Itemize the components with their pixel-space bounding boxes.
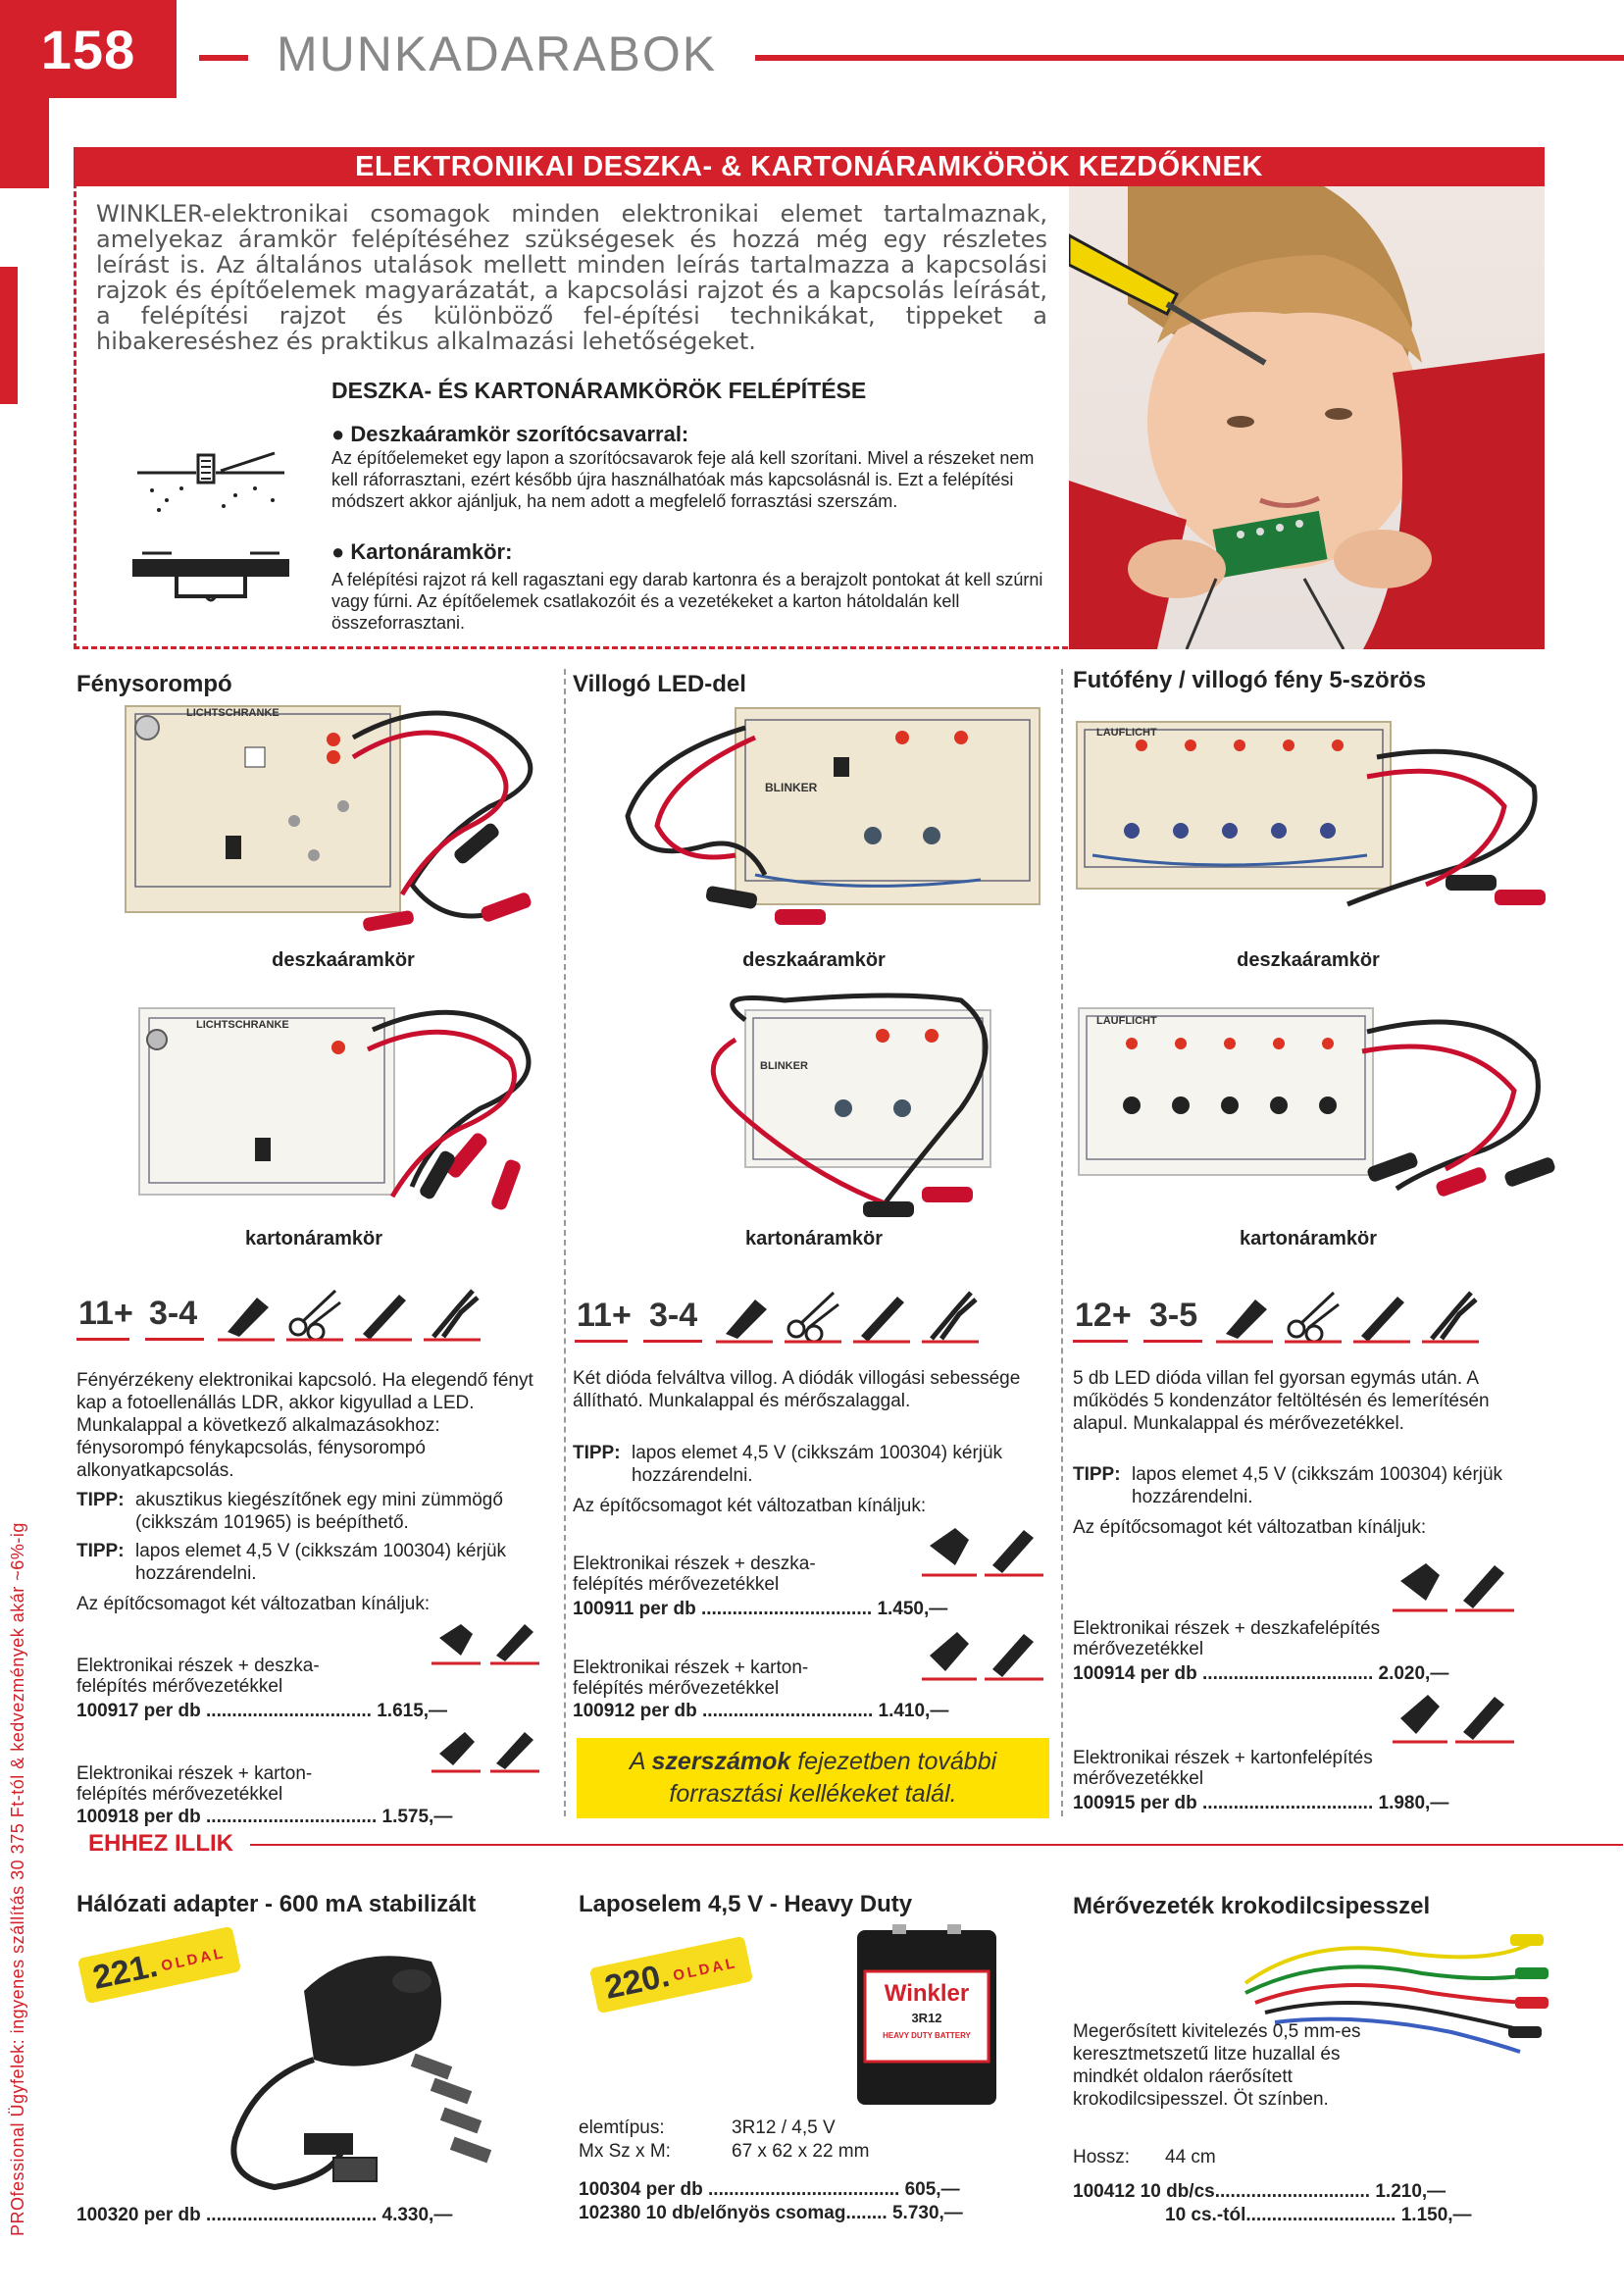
tip-text: lapos elemet 4,5 V (cikkszám 100304) kérjük hozzárendelni. <box>1132 1464 1503 1507</box>
card-circuit-photo <box>118 991 569 1226</box>
offer-text: Elektronikai részek + deszkafelépítés mérővezetékkel <box>573 1554 816 1595</box>
pliers-icon <box>922 1293 979 1342</box>
product-description: 5 db LED dióda villan fel gyorsan egymás után. A működés 5 kondenzátor feltöltésén és lemerítésén alapul. Munkalappal és mérővezetékkel. <box>1073 1368 1490 1434</box>
related-rule <box>250 1844 1623 1846</box>
battery-photo <box>853 1922 1000 2109</box>
icon-underline <box>1073 1340 1128 1343</box>
offer-text: Elektronikai részek + deszkafelépítés mérővezetékkel <box>76 1656 320 1697</box>
card-circuit-diagram <box>132 549 289 608</box>
icon-underline <box>1143 1340 1202 1343</box>
tip-label: TIPP: <box>76 1490 125 1510</box>
saw-icon <box>853 1297 910 1342</box>
price-line: 100917 per db ................................ 1.615,— <box>76 1701 448 1721</box>
spec-value: 67 x 62 x 22 mm <box>732 2141 870 2162</box>
build-time: 3-5 <box>1149 1297 1198 1334</box>
length-value: 44 cm <box>1165 2147 1216 2168</box>
card-title: LICHTSCHRANKE <box>196 1019 289 1031</box>
scissors-icon <box>286 1291 343 1340</box>
related-heading: EHHEZ ILLIK <box>88 1830 233 1857</box>
offer-text: Elektronikai részek + kartonfelépítés mérővezetékkel <box>76 1763 313 1805</box>
tip-label: TIPP: <box>1073 1464 1121 1485</box>
card-circuit-photo <box>588 981 1049 1226</box>
related-description: Megerősített kivitelezés 0,5 mm-es keresztmetszetű litze huzallal és mindkét oldalon ráerősített krokodilcsipesszel. Öt színben. <box>1073 2021 1361 2110</box>
tip <box>1073 1463 1544 1508</box>
tip <box>573 1442 1043 1487</box>
page-reference-badge <box>589 1936 753 2014</box>
card-build-icons <box>1393 1689 1520 1748</box>
variants-intro: Az építőcsomagot két változatban kínáljuk: <box>573 1496 927 1516</box>
power-adapter-photo <box>137 1922 559 2197</box>
age-rating <box>78 1295 133 1333</box>
board-build-icons <box>1393 1557 1520 1616</box>
intro-subheading: DESZKA- ÉS KARTONÁRAMKÖRÖK FELÉPÍTÉSE <box>331 378 867 403</box>
price-line: 100304 per db ..................................... 605,— <box>579 2179 960 2200</box>
battery-sub: HEAVY DUTY BATTERY <box>883 2031 971 2040</box>
product-title: Villogó LED-del <box>573 671 746 697</box>
offer-text: Elektronikai részek + deszkafelépítés mérővezetékkel <box>1073 1618 1381 1659</box>
price-line: 10 cs.-tól............................. 1.150,— <box>1165 2205 1472 2225</box>
board-label: deszkaáramkör <box>742 949 886 971</box>
price-line: 100412 10 db/cs.............................. 1.210,— <box>1073 2181 1446 2202</box>
related-title: Mérővezeték krokodilcsipesszel <box>1073 1893 1431 1919</box>
board-build-icons <box>922 1522 1049 1581</box>
glue-icon <box>716 1300 773 1342</box>
age-rating <box>577 1297 632 1335</box>
product-description: Két dióda felváltva villog. A diódák villogási sebessége állítható. Munkalappal és mérőszalaggal. <box>573 1368 1021 1411</box>
price-line: 100918 per db ................................. 1.575,— <box>76 1807 453 1827</box>
variants-intro: Az építőcsomagot két változatban kínáljuk: <box>1073 1517 1427 1538</box>
board-label: deszkaáramkör <box>1237 949 1380 971</box>
product-title: Fénysorompó <box>76 671 232 697</box>
build-time: 3-4 <box>149 1295 198 1332</box>
card-circuit-photo <box>1073 993 1563 1228</box>
glue-icon <box>1216 1300 1273 1342</box>
bullet-text: Az építőelemeket egy lapon a szorítócsavarok feje alá kell szorítani. Mivel a részeket nem kell ráforrasztani, ezért később újra használhatóak más kapcsolásnál is. Ezt a felépítési módszert akkor ajánljuk, ha nem adott a megfelelő forrasztási szerszám. <box>331 448 1035 511</box>
glue-icon <box>218 1298 275 1340</box>
board-label: deszkaáramkör <box>272 949 415 971</box>
product-title: Futófény / villogó fény 5-szörös <box>1073 667 1427 693</box>
accent-bar <box>0 267 18 404</box>
price-line: 100320 per db ................................. 4.330,— <box>76 2205 453 2225</box>
card-label: kartonáramkör <box>244 1228 383 1250</box>
card-label: kartonáramkör <box>744 1228 884 1250</box>
price-line: 100915 per db ................................. 1.980,— <box>1073 1793 1449 1813</box>
card-title: LAUFLICHT <box>1096 1015 1157 1027</box>
card-label: kartonáramkör <box>1239 1228 1378 1250</box>
tools-reference-post: fejezetben további <box>790 1748 997 1775</box>
tools-reference-box <box>577 1738 1049 1818</box>
card-build-icons <box>922 1626 1049 1685</box>
board-title: LAUFLICHT <box>1096 727 1157 739</box>
badge-text: OLDAL <box>159 1944 228 1974</box>
board-build-icons <box>431 1618 549 1667</box>
tip-label: TIPP: <box>76 1541 125 1561</box>
scissors-icon <box>785 1293 841 1342</box>
tip <box>76 1489 547 1534</box>
board-circuit-photo <box>608 698 1059 934</box>
badge-text: OLDAL <box>671 1954 739 1984</box>
tools-reference-pre: A <box>629 1748 652 1775</box>
section-title: MUNKADARABOK <box>277 26 718 81</box>
page-number: 158 <box>0 0 177 98</box>
saw-icon <box>1353 1297 1410 1342</box>
bullet-heading: ● Deszkaáramkör szorítócsavarral: <box>331 422 689 446</box>
icon-underline <box>76 1338 129 1341</box>
icon-underline <box>643 1340 702 1343</box>
build-time: 3-4 <box>649 1297 698 1334</box>
badge-number: 220. <box>601 1956 674 2007</box>
age-rating <box>1075 1297 1132 1335</box>
spec-label: elemtípus: <box>579 2117 665 2138</box>
pliers-icon <box>424 1291 481 1340</box>
child-soldering-photo <box>1069 186 1545 649</box>
accent-bar <box>0 98 49 188</box>
length-label: Hossz: <box>1073 2147 1131 2168</box>
icon-underline <box>575 1340 628 1343</box>
side-promo-text: PROfessional Ügyfelek: ingyenes szállítás 30 375 Ft-tól & kedvezmények akár ~6%-ig <box>8 1522 27 2236</box>
tip-text: lapos elemet 4,5 V (cikkszám 100304) kérjük hozzárendelni. <box>135 1541 507 1584</box>
bullet-heading: ● Kartonáramkör: <box>331 539 513 564</box>
age-value: 12+ <box>1075 1297 1132 1334</box>
saw-icon <box>355 1295 412 1340</box>
badge-number: 221. <box>89 1946 162 1997</box>
tools-reference-line1 <box>577 1746 1049 1778</box>
spec-value: 3R12 / 4,5 V <box>732 2117 836 2138</box>
price-line: 100911 per db ................................. 1.450,— <box>573 1599 948 1619</box>
battery-model: 3R12 <box>911 2011 942 2025</box>
tip-label: TIPP: <box>573 1443 621 1463</box>
tools-reference-line2: forrasztási kellékeket talál. <box>669 1780 957 1808</box>
board-title: LICHTSCHRANKE <box>186 707 279 719</box>
price-line: 100914 per db ................................. 2.020,— <box>1073 1663 1449 1684</box>
bullet-title: Kartonáramkör: <box>350 539 513 564</box>
tool-icons <box>1216 1285 1491 1344</box>
product-description: Fényérzékeny elektronikai kapcsoló. Ha elegendő fényt kap a fotoellenállás LDR, akkor kigyullad a LED. Munkalappal a következő alkalmazásokhoz: fénysorompó fénykapcsolás, fénysorompó alkonyatkapcsolás. <box>76 1370 533 1481</box>
offer-text: Elektronikai részek + kartonfelépítés mérővezetékkel <box>1073 1748 1373 1789</box>
card-title: BLINKER <box>760 1060 808 1072</box>
bullet-title: Deszkaáramkör szorítócsavarral: <box>350 422 689 446</box>
tool-icons <box>218 1283 492 1342</box>
bullet-text: A felépítési rajzot rá kell ragasztani egy darab kartonra és a berajzolt pontokat át kell szúrni vagy fúrni. Az építőelemek csatlakozóit és a vezetékeket a karton hátoldalán kell összeforrasztani. <box>331 570 1043 633</box>
icon-underline <box>145 1338 204 1341</box>
price-line: 100912 per db ................................. 1.410,— <box>573 1701 949 1721</box>
tool-icons <box>716 1285 990 1344</box>
related-title: Hálózati adapter - 600 mA stabilizált <box>76 1891 477 1917</box>
board-circuit-photo <box>118 698 569 934</box>
tools-reference-bold: szerszámok <box>651 1748 791 1775</box>
offer-text: Elektronikai részek + kartonfelépítés mérővezetékkel <box>573 1658 809 1699</box>
pliers-icon <box>1422 1293 1479 1342</box>
header-rule <box>755 55 1624 61</box>
card-build-icons <box>431 1726 549 1775</box>
scissors-icon <box>1285 1293 1342 1342</box>
tip-text: lapos elemet 4,5 V (cikkszám 100304) kérjük hozzárendelni. <box>632 1443 1003 1486</box>
intro-banner: ELEKTRONIKAI DESZKA- & KARTONÁRAMKÖRÖK KEZDŐKNEK <box>74 147 1545 186</box>
age-value: 11+ <box>577 1297 632 1334</box>
spec-label: Mx Sz x M: <box>579 2141 671 2162</box>
related-title: Laposelem 4,5 V - Heavy Duty <box>579 1891 913 1917</box>
board-circuit-photo <box>1073 698 1563 934</box>
board-circuit-diagram <box>137 441 284 520</box>
tip <box>76 1540 547 1585</box>
variants-intro: Az építőcsomagot két változatban kínáljuk: <box>76 1594 431 1614</box>
battery-brand: Winkler <box>884 1980 970 2007</box>
header-dash <box>199 55 248 61</box>
tip-text: akusztikus kiegészítőnek egy mini zümmögő (cikkszám 101965) is beépíthető. <box>135 1490 503 1533</box>
age-value: 11+ <box>78 1295 133 1332</box>
board-title: BLINKER <box>765 781 818 794</box>
price-line: 102380 10 db/előnyös csomag........ 5.730,— <box>579 2203 963 2223</box>
column-divider <box>1061 669 1063 1816</box>
intro-text: WINKLER-elektronikai csomagok minden elektronikai elemet tartalmaznak, amelyekaz áramkör felépítéséhez szükségesek és hozzá még egy részletes leírást is. Az általános utalások mellett minden leírás tartalmazza a kapcsolási rajzok és építőelemek magyarázatát, a kapcsolási rajzot és a kapcsolás leírását, a felépítési rajzot és különböző fel-építési technikákat, tippeket a hibakereséshez és praktikus alkalmazási lehetőségeket. <box>96 200 1047 355</box>
